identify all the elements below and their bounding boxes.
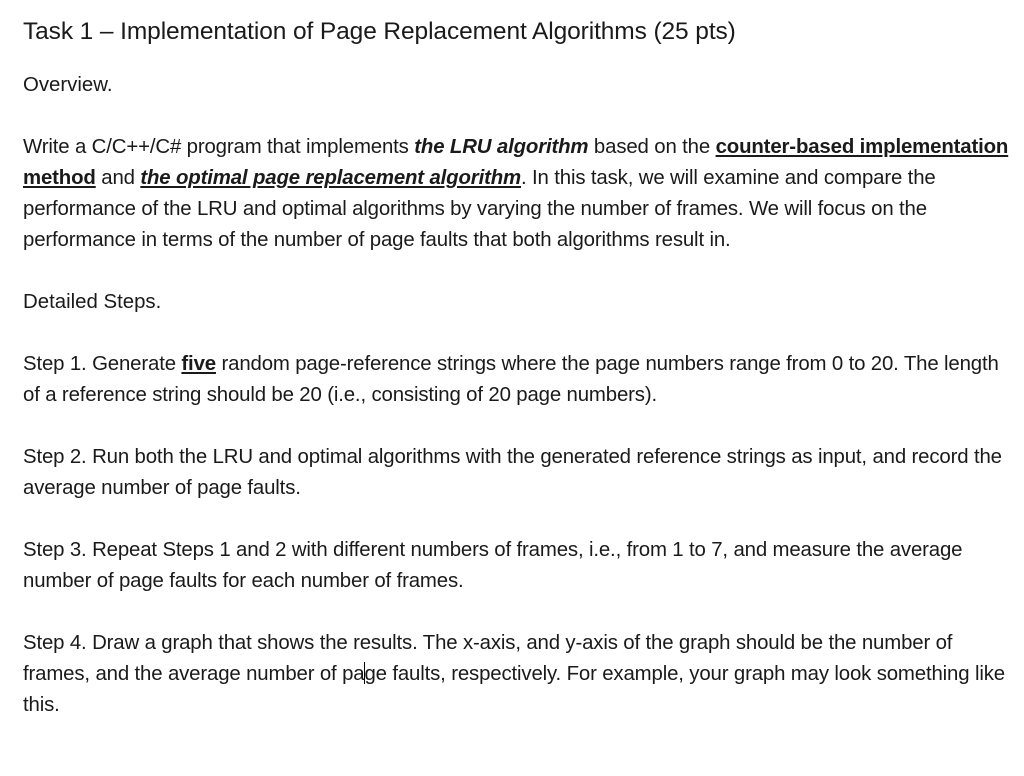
optimal-algorithm-emphasis: the optimal page replacement algorithm: [140, 167, 522, 189]
step-1-paragraph: [23, 349, 1018, 411]
lru-algorithm-emphasis: the LRU algorithm: [414, 136, 589, 158]
detailed-steps-heading: Detailed Steps.: [23, 291, 162, 313]
document-page: [23, 14, 1018, 752]
step-1-text-2: random page-reference strings where the page numbers range from 0 to 20. The length of a reference string should be 20 (i.e., consisting of 20 page numbers).: [23, 353, 999, 406]
overview-text-2: based on the: [588, 136, 716, 158]
step-4-text-1: Step 4. Draw a graph that shows the results. The x-axis, and y-axis of the graph should be the number of frames, and the average number of pa: [23, 632, 953, 685]
overview-heading: Overview.: [23, 74, 113, 96]
step-4-text-2: ge faults, respectively. For example, your graph may look something like this.: [23, 663, 1005, 716]
step-4-paragraph[interactable]: [23, 628, 1018, 721]
five-emphasis: five: [181, 353, 216, 375]
step-2-paragraph: Step 2. Run both the LRU and optimal algorithms with the generated reference strings as input, and record the average number of page faults.: [23, 446, 1002, 499]
overview-text-1: Write a C/C++/C# program that implements: [23, 136, 415, 158]
overview-text-3: and: [95, 167, 141, 189]
step-1-text-1: Step 1. Generate: [23, 353, 182, 375]
overview-text-4: . In this task, we will examine and compare the performance of the LRU and optimal algorithms by varying the number of frames. We will focus on the performance in terms of the number of page faults that both algorithms result in.: [23, 167, 936, 251]
page-title: Task 1 – Implementation of Page Replacement Algorithms (25 pts): [23, 18, 736, 45]
overview-paragraph: [23, 132, 1018, 256]
counter-based-emphasis: counter-based implementation method: [23, 136, 1009, 189]
step-3-paragraph: Step 3. Repeat Steps 1 and 2 with different numbers of frames, i.e., from 1 to 7, and measure the average number of page faults for each number of frames.: [23, 539, 963, 592]
